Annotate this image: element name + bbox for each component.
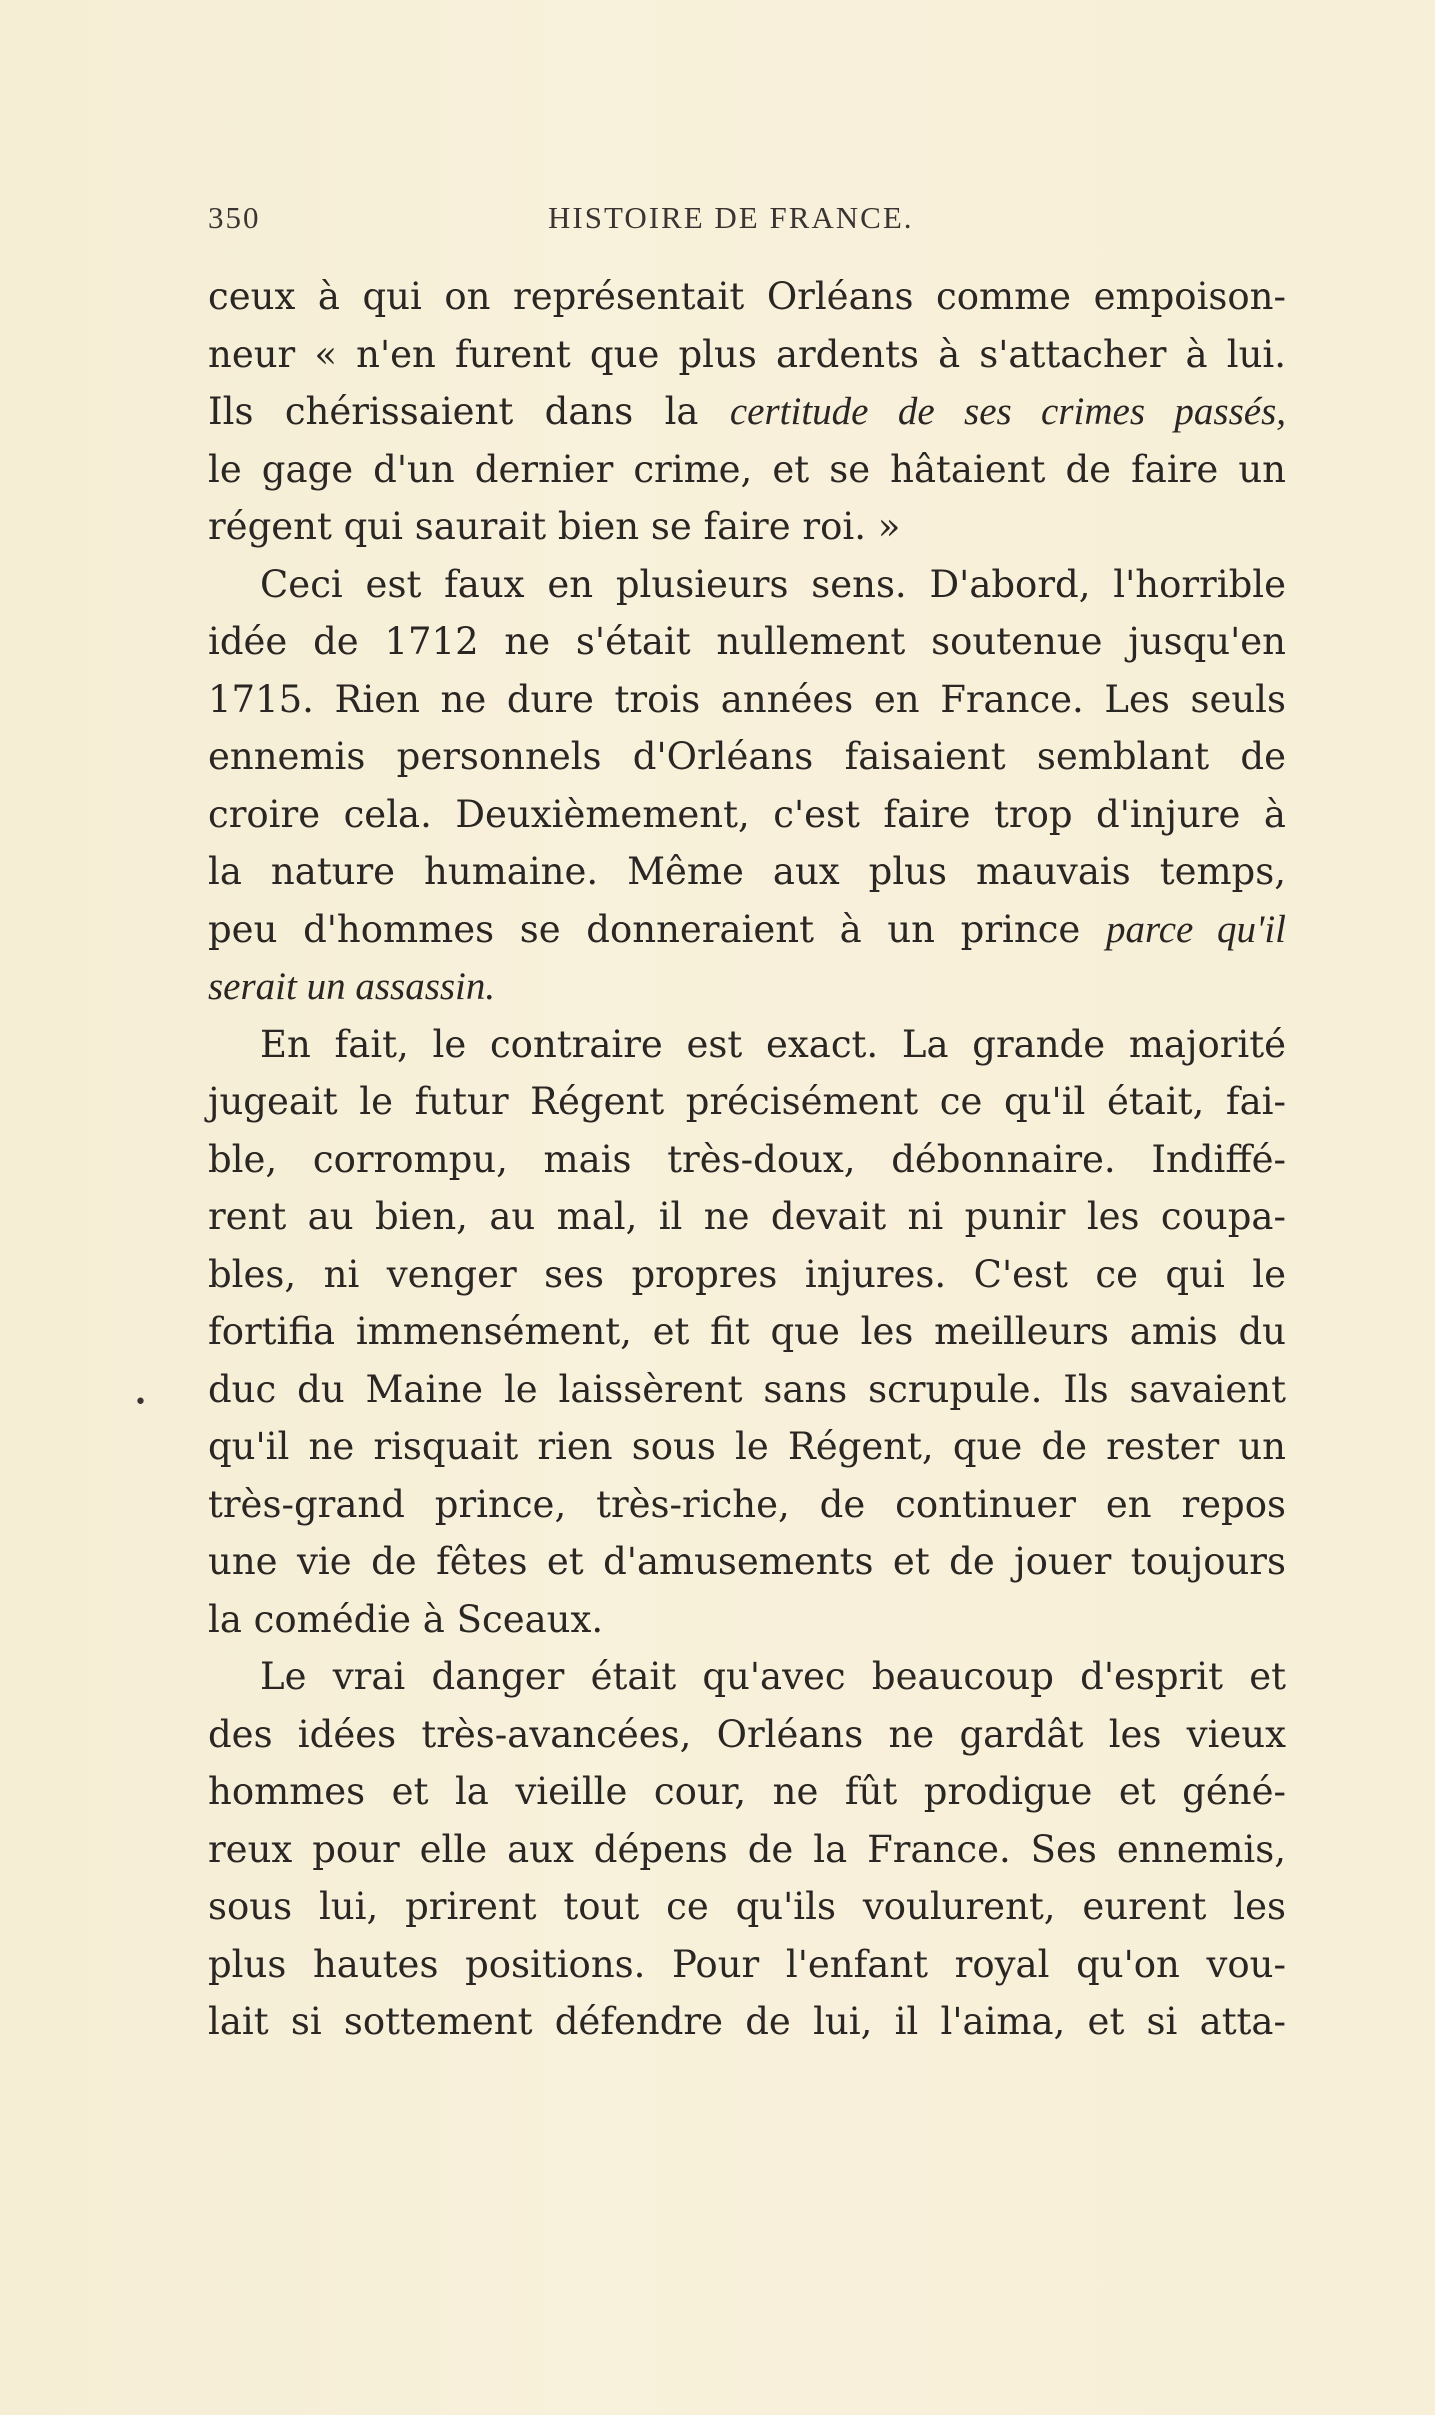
text-line: une vie de fêtes et d'amusements et de jouer toujours <box>208 1540 1286 1583</box>
text-line: sous lui, prirent tout ce qu'ils voulurent, eurent les <box>208 1885 1286 1928</box>
italic-phrase: serait un assassin. <box>208 965 496 1008</box>
page-number: 350 <box>208 200 261 235</box>
text-line: neur « n'en furent que plus ardents à s'attacher à lui. <box>208 332 1286 376</box>
text-line: reux pour elle aux dépens de la France. Ses ennemis, <box>208 1827 1286 1871</box>
text-line: duc du Maine le laissèrent sans scrupule. Ils savaient <box>208 1367 1286 1411</box>
text-line: des idées très-avancées, Orléans ne gardât les vieux <box>208 1712 1286 1756</box>
text-line: peu d'hommes se donneraient à un prince parce qu'il <box>208 907 1286 951</box>
page-header <box>208 200 1288 250</box>
italic-phrase: parce qu'il <box>1105 907 1286 951</box>
text-line: lait si sottement défendre de lui, il l'aima, et si atta- <box>208 2000 1286 2043</box>
text-line: ennemis personnels d'Orléans faisaient semblant de <box>208 735 1286 778</box>
text-line: la nature humaine. Même aux plus mauvais temps, <box>208 850 1286 893</box>
text-line: 1715. Rien ne dure trois années en France. Les seuls <box>208 677 1286 721</box>
text-line <box>208 958 1286 1016</box>
text-line: régent qui saurait bien se faire roi. » <box>208 505 901 548</box>
text-line: rent au bien, au mal, il ne devait ni punir les coupa- <box>208 1195 1286 1238</box>
text-line: Le vrai danger était qu'avec beaucoup d'esprit et <box>260 1655 1286 1698</box>
text-line: bles, ni venger ses propres injures. C'est ce qui le <box>208 1252 1286 1296</box>
text-line: hommes et la vieille cour, ne fût prodigue et géné- <box>208 1770 1286 1813</box>
italic-phrase: certitude de ses crimes passés, <box>729 390 1286 433</box>
text-line: plus hautes positions. Pour l'enfant royal qu'on vou- <box>208 1942 1286 1986</box>
running-head: HISTOIRE DE FRANCE. <box>548 200 914 235</box>
text-line: ceux à qui on représentait Orléans comme empoison- <box>208 275 1286 318</box>
margin-mark: • <box>134 1390 147 1415</box>
text-line: ble, corrompu, mais très-doux, débonnaire. Indiffé- <box>208 1137 1286 1181</box>
text-line: En fait, le contraire est exact. La grande majorité <box>260 1022 1286 1066</box>
text-line: qu'il ne risquait rien sous le Régent, que de rester un <box>208 1425 1286 1468</box>
text-line: le gage d'un dernier crime, et se hâtaient de faire un <box>208 447 1286 491</box>
body-text <box>208 268 1286 2051</box>
text-line: très-grand prince, très-riche, de continuer en repos <box>208 1482 1286 1526</box>
text-line: jugeait le futur Régent précisément ce qu'il était, fai- <box>208 1080 1286 1123</box>
text-line: Ceci est faux en plusieurs sens. D'abord, l'horrible <box>260 562 1286 606</box>
text-line: la comédie à Sceaux. <box>208 1597 604 1641</box>
text-line: Ils chérissaient dans la certitude de ses crimes passés, <box>208 390 1286 433</box>
text-line: croire cela. Deuxièmement, c'est faire trop d'injure à <box>208 792 1286 836</box>
text-line: idée de 1712 ne s'était nullement soutenue jusqu'en <box>208 620 1286 663</box>
text-line: fortifia immensément, et fit que les meilleurs amis du <box>208 1310 1286 1353</box>
